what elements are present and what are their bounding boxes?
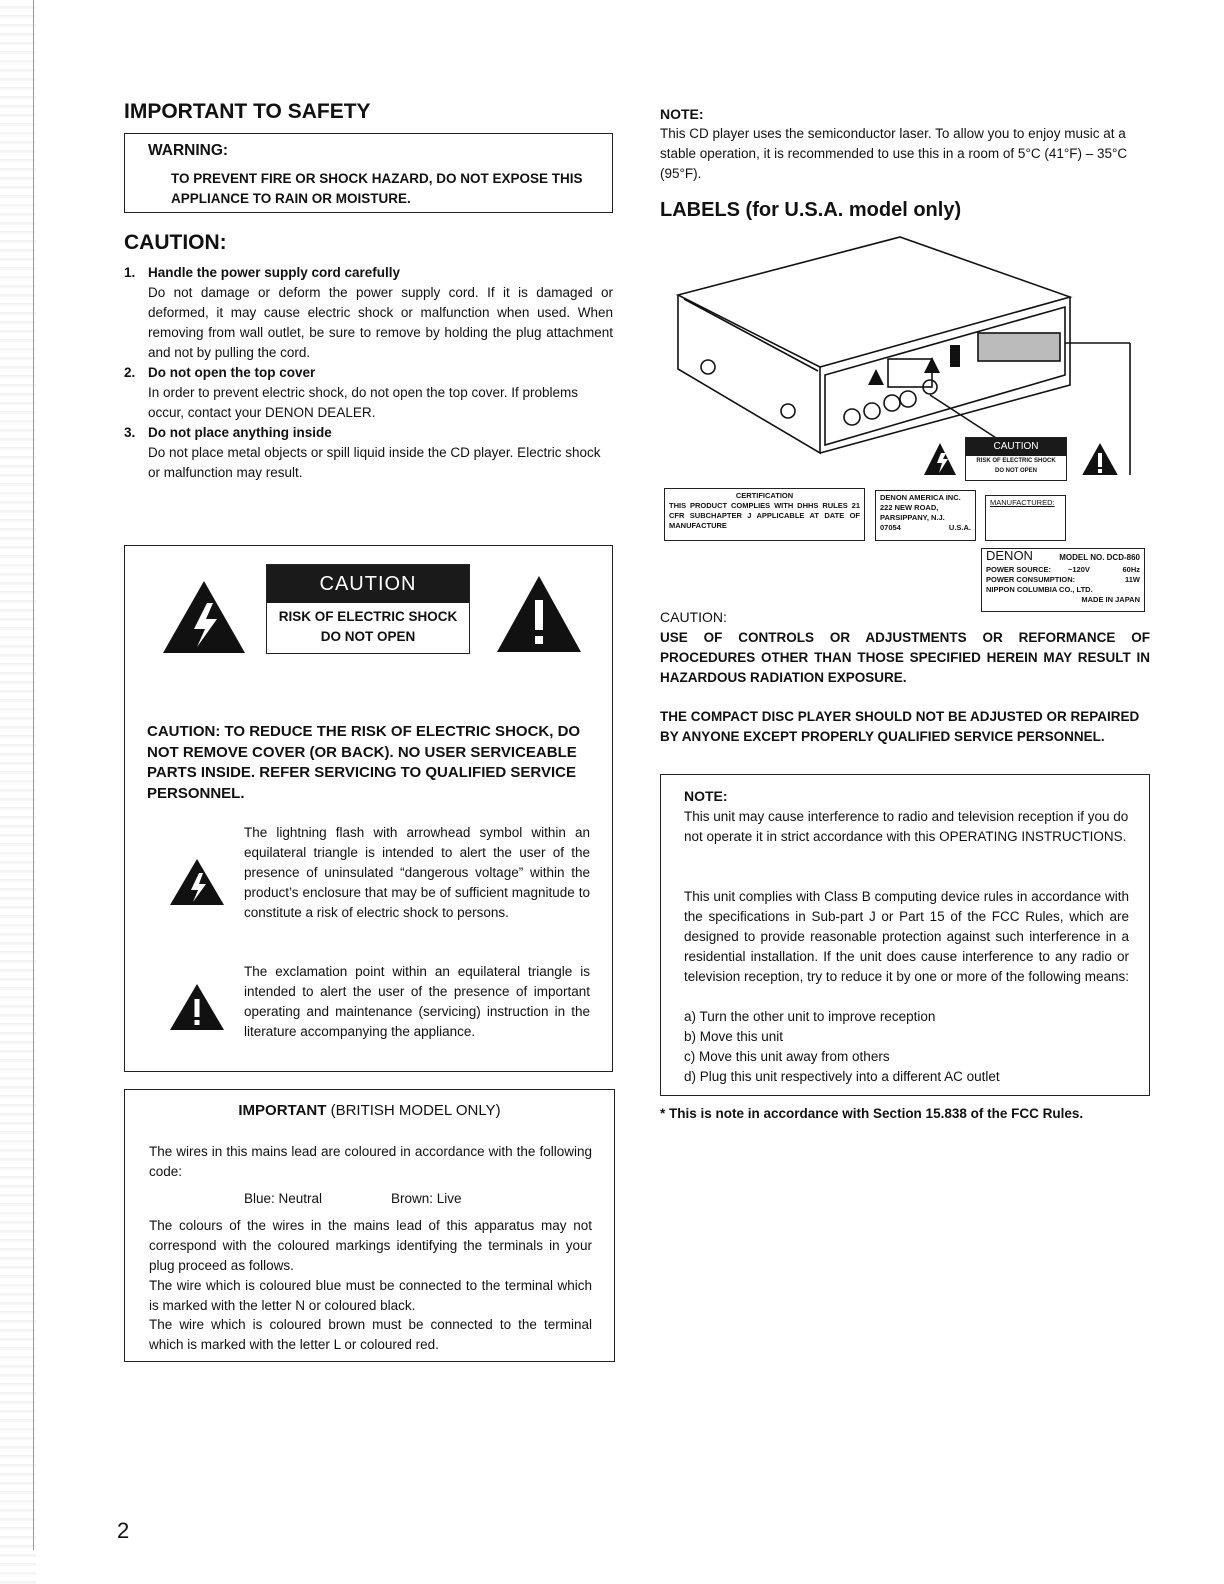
exclamation-symbol-icon [169, 983, 225, 1031]
caution-item-text: Do not damage or deform the power supply cord. If it is damaged or deformed, it may cause electric shock or malfunction when used. When removing from wall outlet, be sure to remove by holding the plug attachment and not by pulling the cord. [148, 285, 613, 360]
caution-item-number: 1. [124, 265, 136, 280]
fcc-footnote: * This is note in accordance with Section 15.838 of the FCC Rules. [660, 1106, 1084, 1121]
page-title: IMPORTANT TO SAFETY [124, 100, 371, 123]
cd-player-rear-illustration [660, 235, 1150, 475]
british-heading [125, 1102, 614, 1119]
caution-badge [266, 564, 470, 654]
rating-power-value: ~120V [1068, 565, 1090, 574]
caution-badge-line1: RISK OF ELECTRIC SHOCK [278, 609, 458, 624]
lightning-symbol-icon [169, 858, 225, 906]
fcc-note-heading: NOTE: [684, 788, 728, 804]
labels-title: LABELS (for U.S.A. model only) [660, 199, 962, 221]
address-line2: 222 NEW ROAD, [880, 503, 939, 512]
caution-item-text: Do not place metal objects or spill liquid inside the CD player. Electric shock or malfunction may result. [148, 445, 601, 480]
label-caution-line1: RISK OF ELECTRIC SHOCK [976, 458, 1056, 464]
caution-badge-line2: DO NOT OPEN [320, 629, 416, 644]
caution-heading: CAUTION: [124, 231, 227, 254]
caution-item [124, 423, 613, 483]
british-heading-rest: (BRITISH MODEL ONLY) [330, 1102, 501, 1119]
warning-box [124, 133, 613, 213]
lightning-description: The lightning flash with arrowhead symbol within an equilateral triangle is intended to alert the user of the presence of uninsulated “dangerous voltage” within the product’s enclosure that may be of sufficient magnitude to constitute a risk of electric shock to persons. [244, 825, 590, 920]
laser-caution-text: USE OF CONTROLS OR ADJUSTMENTS OR REFORMANCE OF PROCEDURES OTHER THAN THOSE SPECIFIED HEREIN MAY RESULT IN HAZARDOUS RADIATION EXPOSURE. [660, 630, 1150, 685]
british-heading-bold: IMPORTANT [238, 1102, 327, 1119]
fcc-measure-item: c) Move this unit away from others [684, 1049, 890, 1064]
rating-made-in: MADE IN JAPAN [1081, 595, 1140, 604]
rating-consumption-row [986, 575, 1140, 585]
fcc-measure-item: a) Turn the other unit to improve reception [684, 1009, 936, 1024]
caution-item [124, 263, 613, 363]
british-model-box [124, 1089, 615, 1362]
caution-item-text: In order to prevent electric shock, do not open the top cover. If problems occur, contact your DENON DEALER. [148, 385, 578, 420]
wire-code-blue: Blue: Neutral [244, 1191, 323, 1206]
address-zip: 07054 [880, 523, 901, 532]
rating-brand: DENON [986, 548, 1033, 563]
exclamation-description: The exclamation point within an equilateral triangle is intended to alert the user of the presence of important operating and maintenance (servicing) instruction in the literature accompanying the appliance. [244, 964, 590, 1039]
caution-item-title: Do not open the top cover [148, 365, 316, 380]
british-intro: The wires in this mains lead are coloured in accordance with the following code: [149, 1144, 592, 1179]
rating-power-row [986, 565, 1140, 575]
scan-edge [0, 0, 36, 1584]
rating-label [981, 548, 1145, 612]
exclamation-warning-icon [495, 574, 583, 654]
address-line1: DENON AMERICA INC. [880, 493, 961, 502]
label-caution-title: CAUTION [966, 438, 1066, 456]
caution-item-title: Handle the power supply cord carefully [148, 265, 401, 280]
electric-shock-box [124, 545, 613, 1072]
note-text: This CD player uses the semiconductor laser. To allow you to enjoy music at a stable operation, it is recommended to use this in a room of 5°C (41°F) – 35°C (95°F). [660, 126, 1128, 181]
rating-consumption: POWER CONSUMPTION: [986, 575, 1076, 584]
rating-frequency: 60Hz [1122, 565, 1140, 574]
certification-label [664, 488, 865, 541]
fcc-measures-list [684, 1007, 1129, 1087]
label-caution-badge [965, 437, 1067, 481]
caution-list [124, 263, 613, 483]
rating-brand-row [986, 548, 1140, 565]
page-number: 2 [117, 1518, 130, 1543]
certification-text: THIS PRODUCT COMPLIES WITH DHHS RULES 21 CFR SUBCHAPTER J APPLICABLE AT DATE OF MANUFACTURE [669, 501, 860, 530]
shock-warning-text: CAUTION: TO REDUCE THE RISK OF ELECTRIC SHOCK, DO NOT REMOVE COVER (OR BACK). NO USER SERVICEABLE PARTS INSIDE. REFER SERVICING TO QUALIFIED SERVICE PERSONNEL. [147, 723, 581, 802]
note-heading: NOTE: [660, 106, 704, 122]
caution-badge-title: CAUTION [267, 565, 469, 603]
caution-item-title: Do not place anything inside [148, 425, 332, 440]
address-line4 [880, 523, 971, 533]
fcc-para1: This unit may cause interference to radio and television reception if you do not operate it in strict accordance with this OPERATING INSTRUCTIONS. [684, 809, 1129, 844]
caution-item-number: 3. [124, 425, 136, 440]
rating-maker: NIPPON COLUMBIA CO., LTD. [986, 585, 1093, 594]
address-label [875, 490, 976, 541]
fcc-measure-item: b) Move this unit [684, 1029, 784, 1044]
repair-warning-text: THE COMPACT DISC PLAYER SHOULD NOT BE ADJUSTED OR REPAIRED BY ANYONE EXCEPT PROPERLY QUALIFIED SERVICE PERSONNEL. [660, 709, 1140, 744]
fcc-measure-item: d) Plug this unit respectively into a different AC outlet [684, 1069, 1000, 1084]
manufactured-text: MANUFACTURED: [990, 498, 1055, 507]
warning-text: TO PREVENT FIRE OR SHOCK HAZARD, DO NOT EXPOSE THIS APPLIANCE TO RAIN OR MOISTURE. [171, 171, 583, 206]
british-para3: The wire which is coloured brown must be connected to the terminal which is marked with the letter L or coloured red. [149, 1317, 592, 1352]
rating-power-source: POWER SOURCE: [986, 565, 1052, 574]
manufactured-label [985, 495, 1066, 541]
fcc-para2: This unit complies with Class B computing device rules in accordance with the specifications in Sub-part J or Part 15 of the FCC Rules, which are designed to provide reasonable protection against such interference in a residential installation. If the unit does cause interference to any radio or television reception, try to reduce it by one or more of the following means: [684, 889, 1129, 984]
caution-item-number: 2. [124, 365, 136, 380]
british-para1: The colours of the wires in the mains lead of this apparatus may not correspond with the coloured markings identifying the terminals in your plug proceed as follows. [149, 1218, 592, 1273]
scan-margin-line [33, 0, 34, 1550]
certification-title: CERTIFICATION [735, 491, 794, 500]
fcc-note-box [660, 774, 1150, 1096]
lightning-warning-icon [161, 579, 247, 655]
address-line3: PARSIPPANY, N.J. [880, 513, 945, 522]
caution-item [124, 363, 613, 423]
british-para2: The wire which is coloured blue must be connected to the terminal which is marked with the letter N or coloured black. [149, 1278, 592, 1313]
wire-code-brown: Brown: Live [391, 1191, 462, 1206]
label-caution-line2: DO NOT OPEN [994, 468, 1037, 474]
rating-watts: 11W [1124, 575, 1140, 584]
warning-heading: WARNING: [148, 142, 229, 159]
address-country: U.S.A. [948, 523, 971, 532]
rating-model: MODEL NO. DCD-860 [1059, 553, 1140, 562]
laser-caution-heading: CAUTION: [660, 609, 727, 625]
